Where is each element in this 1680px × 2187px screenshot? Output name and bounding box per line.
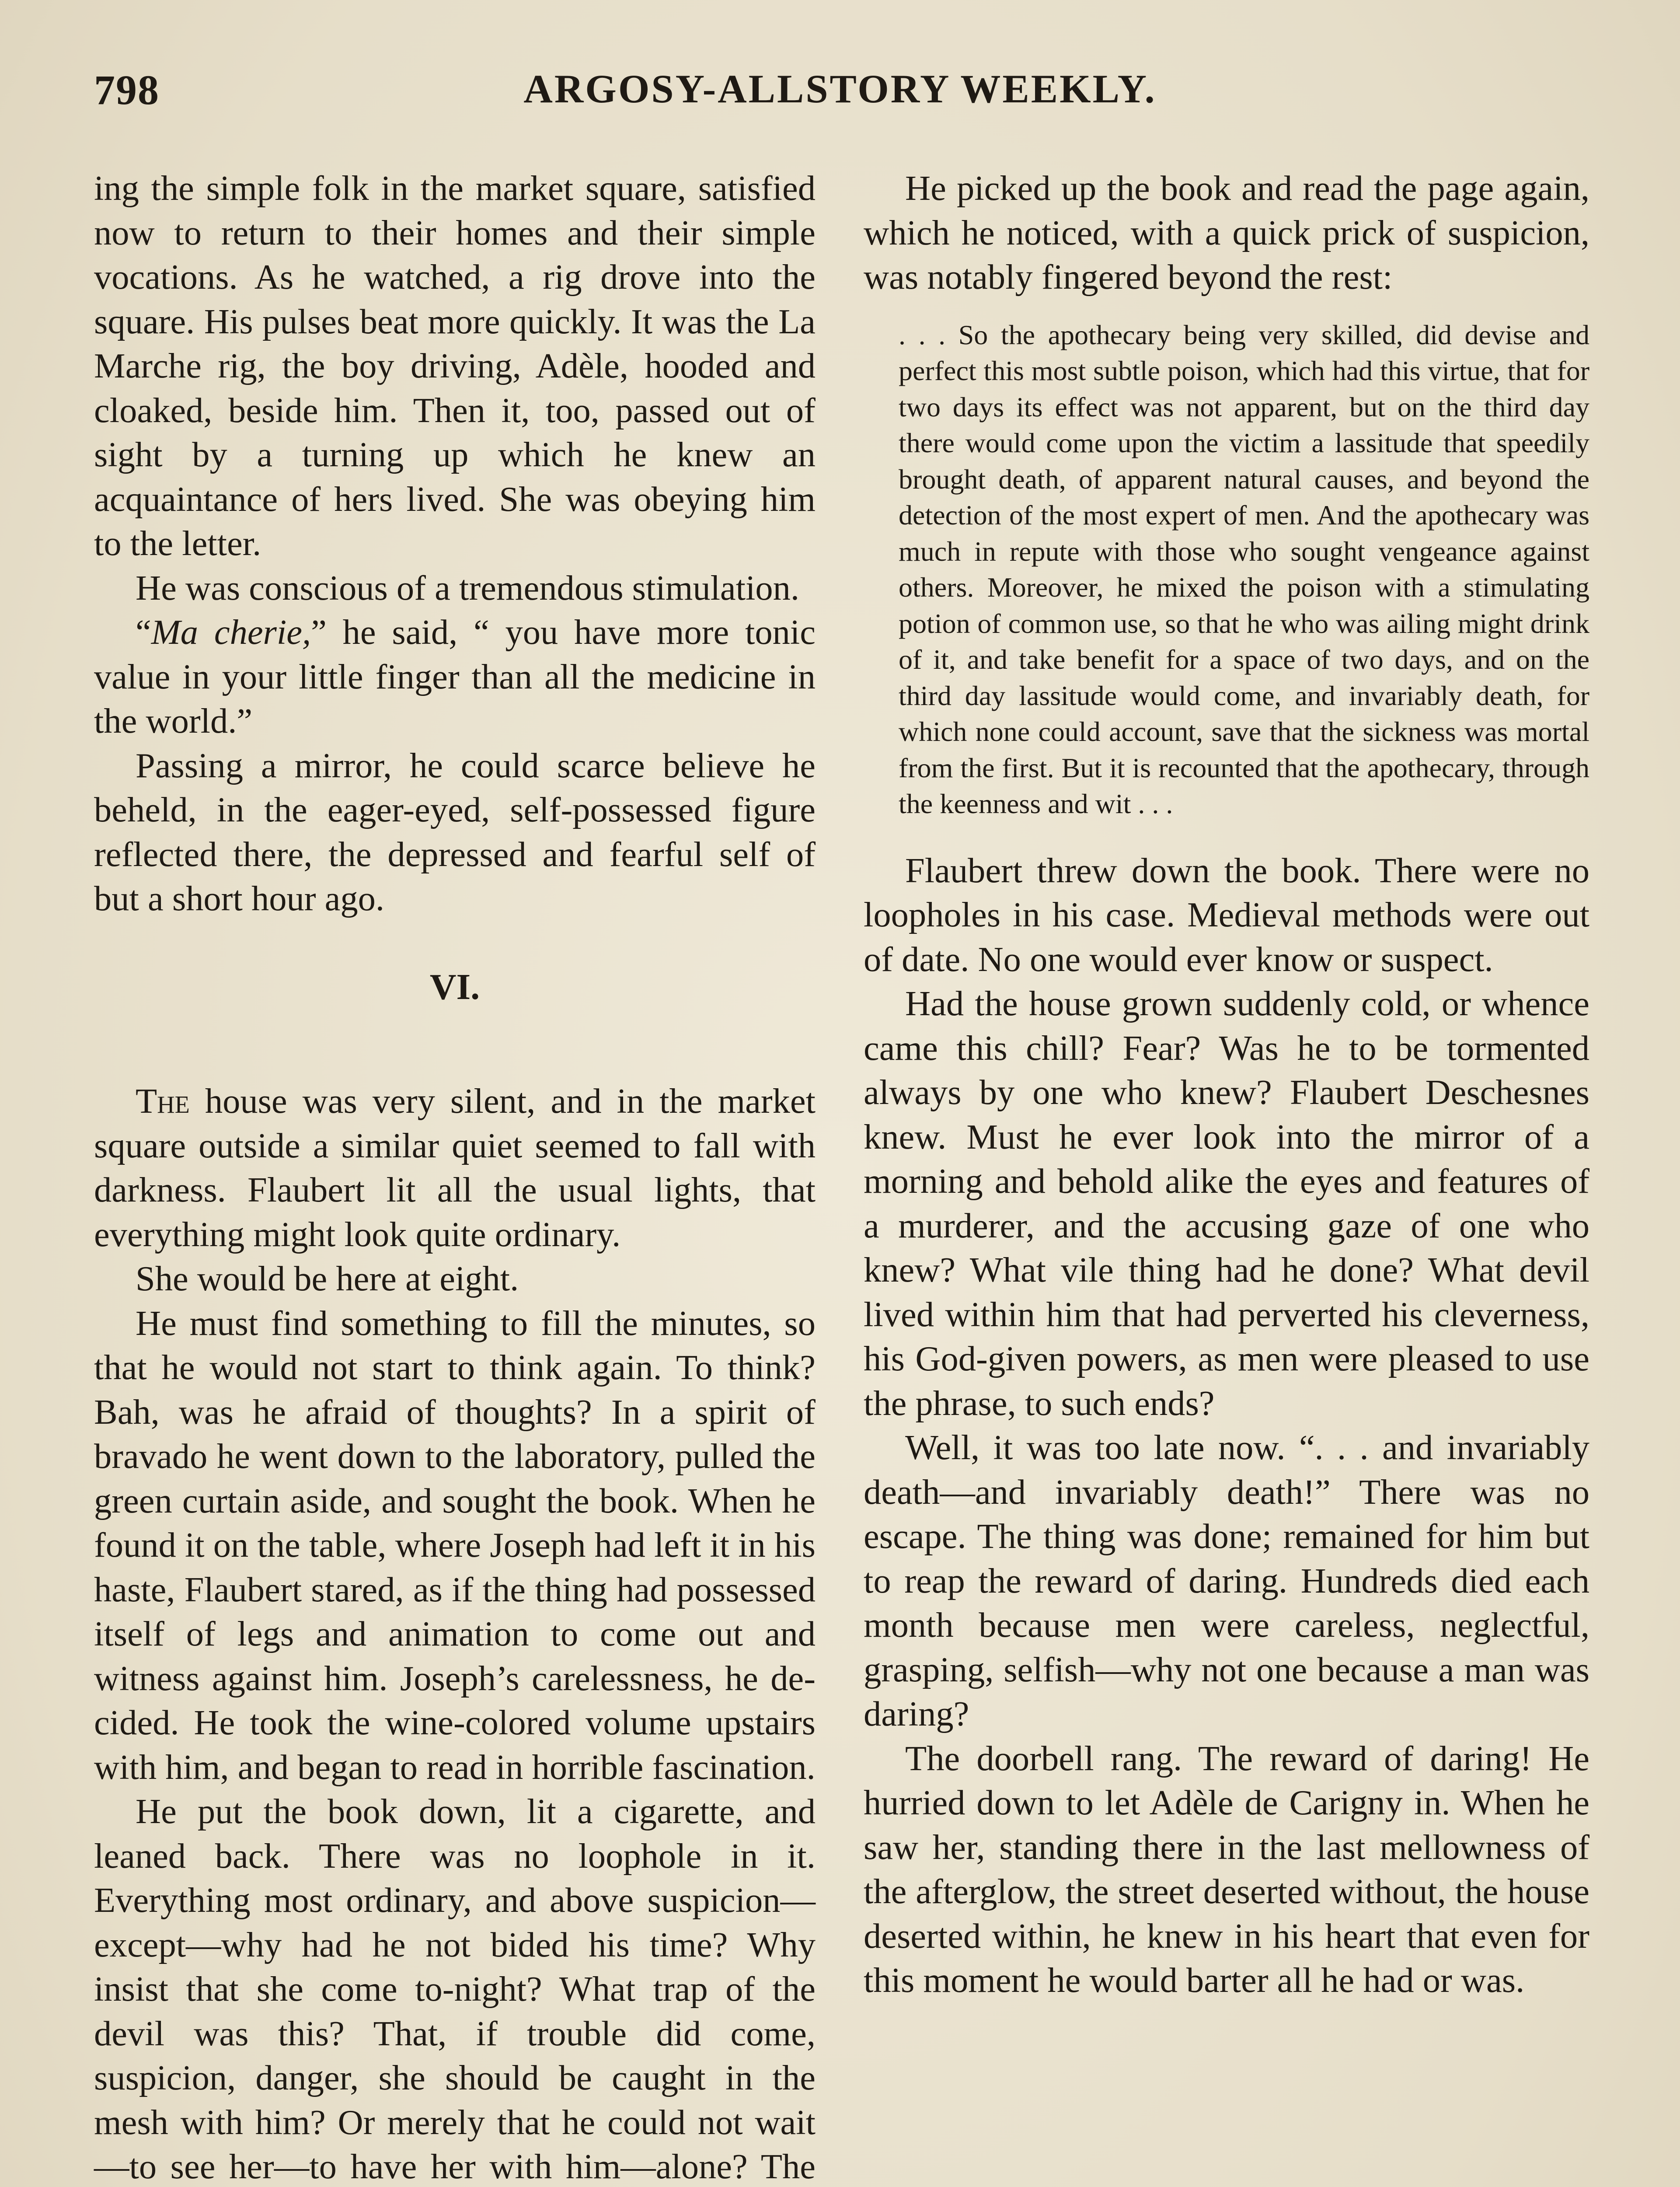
paragraph: Had the house grown suddenly cold, or whence came this chill? Fear? Was he to be tormented always by one who knew? Flaubert Deschesnes knew. Must he ever look into the mirror of a morning and behold alike the eyes and features of a murderer, and the accusing gaze of one who knew? What vile thing had he done? What devil lived within him that had perverted his cleverness, his God-given powers, as men were pleased to use the phrase, to such ends? (864, 984, 1589, 1423)
paragraph: He was conscious of a tremendous stimulation. (136, 568, 800, 608)
page-number: 798 (94, 66, 160, 113)
paragraph: Passing a mirror, he could scarce believe he beheld, in the eager-eyed, self-possessed figure reflected there, the depressed and fearful self of but a short hour ago. (94, 746, 816, 918)
paragraph-text: house was very silent, and in the market square outside a similar quiet seemed to fall with darkness. Flaubert lit all the usual lights, that everything might look quite ordinary. (94, 1082, 816, 1254)
section-heading: VI. (429, 966, 480, 1007)
paragraph: He must find something to fill the minutes, so that he would not start to think again. To think? Bah, was he afraid of thoughts? In a spirit of bravado he went down to the laboratory, pulled the green curtain aside, and sought the book. When he found it on the table, where Joseph had left it in his haste, Flaubert stared, as if the thing had possessed itself of legs and animation to come out and witness against him. Joseph’s carelessness, he decided. He took the wine-colored volume upstairs with him, and began to read in horrible fascination. (94, 1303, 816, 1787)
quote-mark: “ (136, 613, 151, 652)
paragraph: Well, it was too late now. “. . . and invariably death—and invariably death!” There was no escape. The thing was done; remained for him but to reap the reward of daring. Hundreds died each month because men were careless, neglectful, grasping, selfish—why not one because a man was daring? (864, 1428, 1589, 1733)
paragraph-text: ” he said, “ you have more tonic value in your little finger than all the medicine in the world.” (94, 613, 816, 741)
italic-phrase: Ma cherie, (151, 613, 311, 652)
paragraph: He put the book down, lit a cigarette, and leaned back. There was no loophole in it. Everything most ordinary, and above suspicion—except—why had he not bided his time? Why insist that she come to-night? What trap of the devil was this? That, if trouble did come, suspicion, danger, she should be caught in the mesh with him? Or merely that he could not wait—to see her—to have her with him—alone? The (94, 1792, 816, 2186)
paragraph (94, 1079, 816, 1257)
left-column (94, 166, 816, 2187)
opening-smallcaps: The (136, 1082, 190, 1121)
paragraph: He picked up the book and read the page again, which he noticed, with a quick prick of suspicion, was notably fingered beyond the rest: (864, 169, 1589, 297)
paragraph (94, 610, 816, 744)
block-quote: . . . So the apothecary being very skilled, did devise and perfect this most subtle poison, which had this virtue, that for two days its effect was not apparent, but on the third day there would come upon the victim a lassitude that speedily brought death, of apparent natural causes, and beyond the detection of the most expert of men. And the apothecary was much in repute with those who sought vengeance against others. Moreover, he mixed the poison with a stimulating potion of common use, so that he who was ailing might drink of it, and take benefit for a space of two days, and on the third day lassitude would come, and invariably death, for which none could account, save that the sickness was mortal from the first. But it is recounted that the apothecary, through the keenness and wit . . . (899, 319, 1589, 819)
page-header (94, 66, 1586, 127)
right-column (864, 166, 1589, 2003)
paragraph: Flaubert threw down the book. There were no loopholes in his case. Medieval methods were out of date. No one would ever know or suspect. (864, 851, 1589, 979)
paragraph: The doorbell rang. The reward of daring! He hurried down to let Adèle de Carigny in. When he saw her, standing there in the last mellowness of the afterglow, the street deserted without, the house deserted within, he knew in his heart that even for this moment he would barter all he had or was. (864, 1739, 1589, 2000)
paragraph: ing the simple folk in the market square, satisfied now to return to their homes and their simple vocations. As he watched, a rig drove into the square. His pulses beat more quickly. It was the La Marche rig, the boy driving, Adèle, hooded and cloaked, beside him. Then it, too, passed out of sight by a turning up which he knew an acquaintance of hers lived. She was obeying him to the letter. (94, 169, 816, 563)
running-title: ARGOSY-ALLSTORY WEEKLY. (523, 66, 1157, 111)
paragraph: She would be here at eight. (136, 1259, 519, 1298)
